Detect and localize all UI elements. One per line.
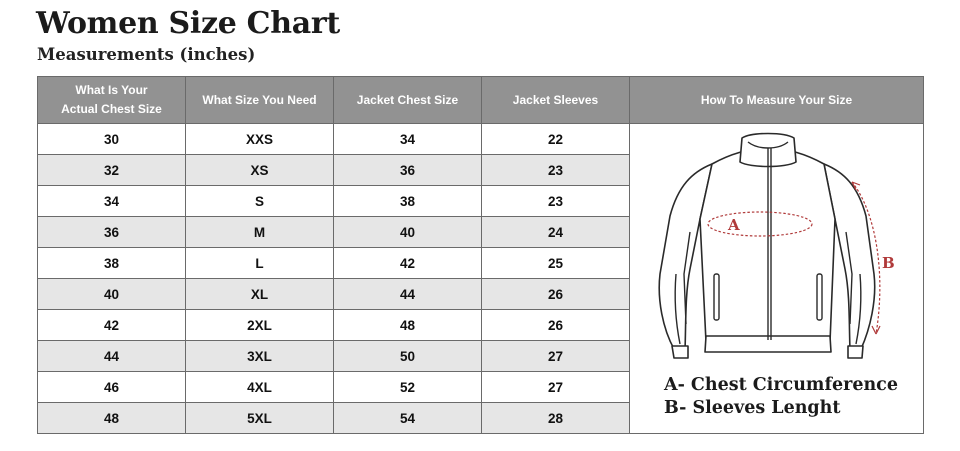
- header-jacket-sleeves: Jacket Sleeves: [482, 77, 630, 124]
- legend-chest: A- Chest Circumference: [664, 375, 898, 395]
- cell-actual-chest: 38: [38, 248, 186, 279]
- label-a: A: [728, 216, 740, 234]
- cell-jacket-chest: 48: [334, 310, 482, 341]
- cell-size: 4XL: [186, 372, 334, 403]
- header-how-to-measure: How To Measure Your Size: [630, 77, 924, 124]
- cell-sleeves: 23: [482, 186, 630, 217]
- cell-size: M: [186, 217, 334, 248]
- cell-size: XXS: [186, 124, 334, 155]
- header-jacket-chest: Jacket Chest Size: [334, 77, 482, 124]
- cell-actual-chest: 46: [38, 372, 186, 403]
- table-row: [38, 124, 924, 155]
- header-size-needed: What Size You Need: [186, 77, 334, 124]
- cell-size: 2XL: [186, 310, 334, 341]
- measure-diagram-cell: [630, 124, 924, 434]
- cell-actual-chest: 32: [38, 155, 186, 186]
- cell-actual-chest: 30: [38, 124, 186, 155]
- cell-actual-chest: 36: [38, 217, 186, 248]
- cell-actual-chest: 40: [38, 279, 186, 310]
- cell-sleeves: 26: [482, 279, 630, 310]
- cell-actual-chest: 42: [38, 310, 186, 341]
- cell-actual-chest: 44: [38, 341, 186, 372]
- cell-size: XS: [186, 155, 334, 186]
- measure-legend: [664, 374, 898, 420]
- cell-jacket-chest: 36: [334, 155, 482, 186]
- cell-sleeves: 27: [482, 341, 630, 372]
- cell-jacket-chest: 40: [334, 217, 482, 248]
- page-subtitle: Measurements (inches): [37, 45, 256, 64]
- cell-jacket-chest: 50: [334, 341, 482, 372]
- table-header-row: [38, 77, 924, 124]
- cell-jacket-chest: 44: [334, 279, 482, 310]
- header-actual-chest-line2: Actual Chest Size: [61, 102, 162, 116]
- cell-jacket-chest: 52: [334, 372, 482, 403]
- cell-size: 3XL: [186, 341, 334, 372]
- header-actual-chest: [38, 77, 186, 124]
- cell-jacket-chest: 34: [334, 124, 482, 155]
- page-title: Women Size Chart: [36, 6, 340, 41]
- cell-jacket-chest: 54: [334, 403, 482, 434]
- cell-sleeves: 22: [482, 124, 630, 155]
- cell-size: 5XL: [186, 403, 334, 434]
- legend-sleeves: B- Sleeves Lenght: [664, 398, 841, 418]
- cell-actual-chest: 48: [38, 403, 186, 434]
- cell-size: XL: [186, 279, 334, 310]
- cell-sleeves: 27: [482, 372, 630, 403]
- cell-sleeves: 26: [482, 310, 630, 341]
- label-b: B: [882, 254, 895, 272]
- cell-size: S: [186, 186, 334, 217]
- cell-sleeves: 24: [482, 217, 630, 248]
- cell-sleeves: 25: [482, 248, 630, 279]
- cell-sleeves: 28: [482, 403, 630, 434]
- size-chart-table: [37, 76, 924, 434]
- cell-jacket-chest: 42: [334, 248, 482, 279]
- header-actual-chest-line1: What Is Your: [75, 83, 148, 97]
- cell-sleeves: 23: [482, 155, 630, 186]
- cell-actual-chest: 34: [38, 186, 186, 217]
- cell-size: L: [186, 248, 334, 279]
- cell-jacket-chest: 38: [334, 186, 482, 217]
